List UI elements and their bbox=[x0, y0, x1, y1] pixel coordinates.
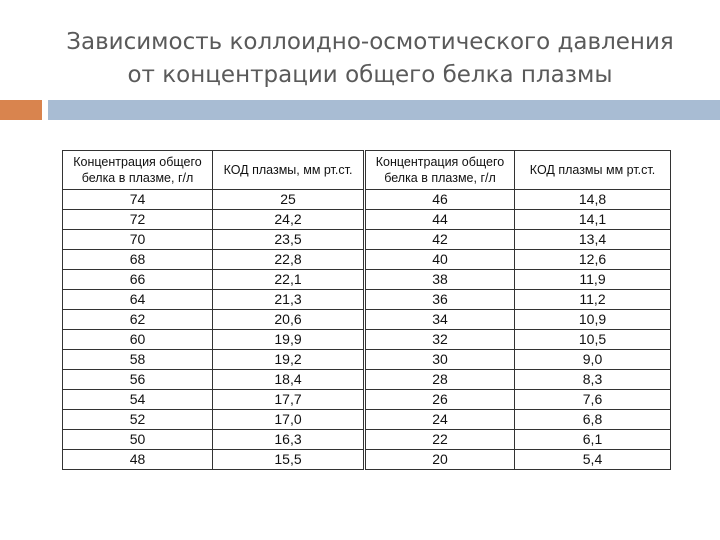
protein-cell-1: 58 bbox=[63, 350, 213, 370]
cod-cell-1: 16,3 bbox=[213, 430, 365, 450]
cod-cell-1: 21,3 bbox=[213, 290, 365, 310]
cod-cell-2: 8,3 bbox=[515, 370, 671, 390]
protein-cell-2: 20 bbox=[365, 450, 515, 470]
cod-cell-2: 6,8 bbox=[515, 410, 671, 430]
cod-cell-2: 14,1 bbox=[515, 210, 671, 230]
cod-cell-2: 6,1 bbox=[515, 430, 671, 450]
table-row bbox=[63, 370, 671, 390]
protein-cell-1: 52 bbox=[63, 410, 213, 430]
table-row bbox=[63, 410, 671, 430]
cod-cell-1: 17,7 bbox=[213, 390, 365, 410]
cod-cell-1: 19,9 bbox=[213, 330, 365, 350]
cod-cell-2: 5,4 bbox=[515, 450, 671, 470]
protein-cell-2: 34 bbox=[365, 310, 515, 330]
cod-cell-1: 22,8 bbox=[213, 250, 365, 270]
cod-cell-2: 11,9 bbox=[515, 270, 671, 290]
protein-cell-2: 42 bbox=[365, 230, 515, 250]
header-cod-2: КОД плазмы мм рт.ст. bbox=[515, 151, 671, 190]
table-body bbox=[63, 190, 671, 470]
table-row bbox=[63, 310, 671, 330]
protein-cell-2: 22 bbox=[365, 430, 515, 450]
protein-cell-2: 40 bbox=[365, 250, 515, 270]
header-protein-concentration-1: Концентрация общего белка в плазме, г/л bbox=[63, 151, 213, 190]
protein-cell-2: 24 bbox=[365, 410, 515, 430]
slide-title bbox=[40, 26, 700, 92]
table-row bbox=[63, 250, 671, 270]
protein-cell-1: 48 bbox=[63, 450, 213, 470]
slide-title-line-1: Зависимость коллоидно-осмотического давления bbox=[66, 29, 674, 55]
protein-cell-1: 66 bbox=[63, 270, 213, 290]
cod-cell-2: 10,5 bbox=[515, 330, 671, 350]
protein-cell-1: 74 bbox=[63, 190, 213, 210]
cod-cell-1: 17,0 bbox=[213, 410, 365, 430]
cod-cell-1: 25 bbox=[213, 190, 365, 210]
protein-cell-1: 50 bbox=[63, 430, 213, 450]
protein-cell-1: 60 bbox=[63, 330, 213, 350]
protein-cell-1: 72 bbox=[63, 210, 213, 230]
header-cod-1: КОД плазмы, мм рт.ст. bbox=[213, 151, 365, 190]
protein-cell-2: 28 bbox=[365, 370, 515, 390]
header-protein-concentration-2: Концентрация общего белка в плазме, г/л bbox=[365, 151, 515, 190]
cod-cell-2: 10,9 bbox=[515, 310, 671, 330]
protein-cell-1: 62 bbox=[63, 310, 213, 330]
table-row bbox=[63, 230, 671, 250]
table-row bbox=[63, 330, 671, 350]
protein-cell-2: 46 bbox=[365, 190, 515, 210]
cod-cell-1: 18,4 bbox=[213, 370, 365, 390]
protein-cell-1: 70 bbox=[63, 230, 213, 250]
cod-cell-2: 14,8 bbox=[515, 190, 671, 210]
title-rule-bar bbox=[48, 100, 720, 120]
protein-cell-2: 32 bbox=[365, 330, 515, 350]
table-header-row bbox=[63, 151, 671, 190]
cod-cell-1: 15,5 bbox=[213, 450, 365, 470]
cod-cell-1: 19,2 bbox=[213, 350, 365, 370]
protein-cell-2: 36 bbox=[365, 290, 515, 310]
cod-cell-2: 7,6 bbox=[515, 390, 671, 410]
cod-cell-1: 20,6 bbox=[213, 310, 365, 330]
cod-cell-2: 12,6 bbox=[515, 250, 671, 270]
table-row bbox=[63, 270, 671, 290]
protein-cell-2: 38 bbox=[365, 270, 515, 290]
protein-cell-1: 56 bbox=[63, 370, 213, 390]
protein-cell-2: 26 bbox=[365, 390, 515, 410]
protein-cell-2: 30 bbox=[365, 350, 515, 370]
table-row bbox=[63, 430, 671, 450]
cod-cell-1: 23,5 bbox=[213, 230, 365, 250]
table-row bbox=[63, 290, 671, 310]
cod-cell-2: 11,2 bbox=[515, 290, 671, 310]
protein-pressure-table bbox=[62, 150, 671, 470]
table-header bbox=[63, 151, 671, 190]
table-row bbox=[63, 390, 671, 410]
cod-cell-2: 9,0 bbox=[515, 350, 671, 370]
table-row bbox=[63, 210, 671, 230]
protein-cell-1: 54 bbox=[63, 390, 213, 410]
table-row bbox=[63, 190, 671, 210]
accent-bar bbox=[0, 100, 42, 120]
protein-cell-1: 64 bbox=[63, 290, 213, 310]
cod-cell-1: 22,1 bbox=[213, 270, 365, 290]
cod-cell-2: 13,4 bbox=[515, 230, 671, 250]
slide-title-line-2: от концентрации общего белка плазмы bbox=[127, 62, 613, 88]
table-row bbox=[63, 350, 671, 370]
table-row bbox=[63, 450, 671, 470]
protein-cell-1: 68 bbox=[63, 250, 213, 270]
cod-cell-1: 24,2 bbox=[213, 210, 365, 230]
protein-cell-2: 44 bbox=[365, 210, 515, 230]
